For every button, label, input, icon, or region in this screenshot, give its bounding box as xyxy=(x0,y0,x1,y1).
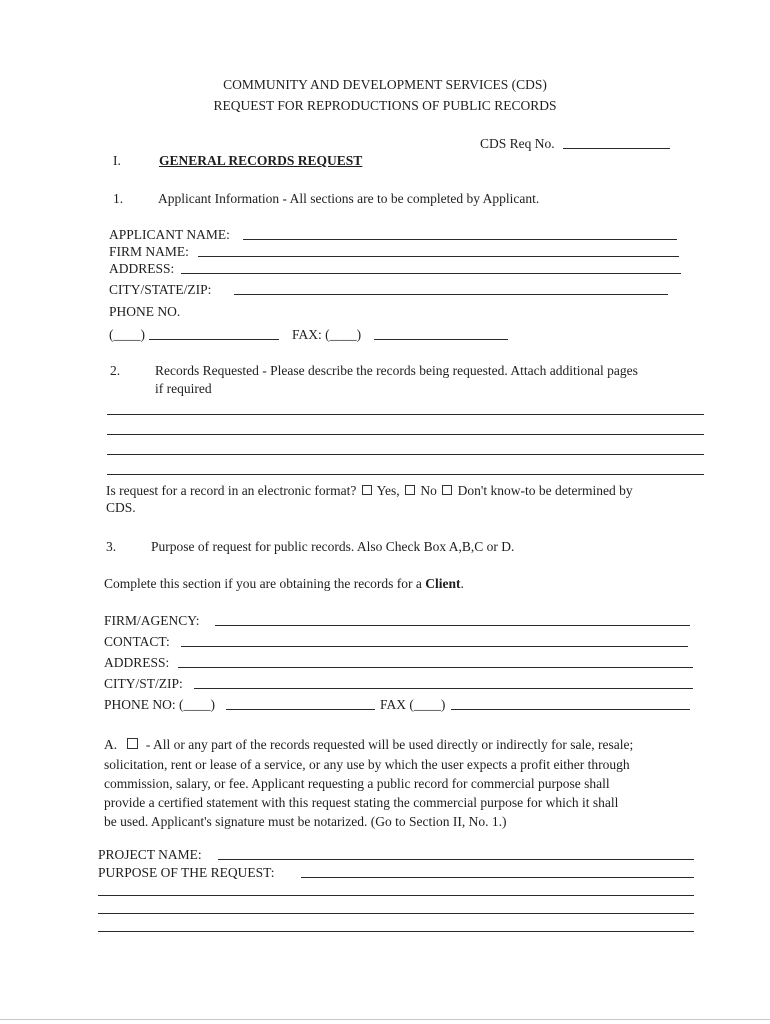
yes-label: Yes, xyxy=(376,483,400,498)
option-a-line4: provide a certified statement with this request stating the commercial purpose for which it shall xyxy=(104,795,619,810)
phone-label: PHONE NO. xyxy=(109,304,181,319)
client-fax-field[interactable] xyxy=(451,709,690,710)
contact-label: CONTACT: xyxy=(104,634,170,649)
form-title: REQUEST FOR REPRODUCTIONS OF PUBLIC RECORDS xyxy=(213,98,557,113)
yes-checkbox-icon[interactable] xyxy=(362,485,372,495)
client-fax-label: FAX (____) xyxy=(380,697,446,712)
client-address-label: ADDRESS: xyxy=(104,655,170,670)
item2-number: 2. xyxy=(110,363,121,378)
req-no-label: CDS Req No. xyxy=(480,136,555,151)
purpose-label: PURPOSE OF THE REQUEST: xyxy=(98,865,275,880)
firm-name-label: FIRM NAME: xyxy=(109,244,189,259)
dont-know-checkbox-icon[interactable] xyxy=(442,485,452,495)
item2-text-line1: Records Requested - Please describe the records being requested. Attach additional pages xyxy=(155,363,638,378)
firm-name-field[interactable] xyxy=(198,256,679,257)
fax-label: FAX: (____) xyxy=(292,327,362,342)
phone-area-code: (____) xyxy=(109,327,145,342)
records-description-line-1[interactable] xyxy=(107,414,704,415)
item1-text: Applicant Information - All sections are to be completed by Applicant. xyxy=(158,191,540,206)
option-a-line2: solicitation, rent or lease of a service, or any use by which the user expects a profit either through xyxy=(104,757,630,772)
project-name-field[interactable] xyxy=(218,859,694,860)
option-a-checkbox-icon[interactable] xyxy=(127,738,138,749)
project-name-label: PROJECT NAME: xyxy=(98,847,202,862)
purpose-field[interactable] xyxy=(301,877,694,878)
section-title: GENERAL RECORDS REQUEST xyxy=(159,153,363,168)
city-state-zip-field[interactable] xyxy=(234,294,668,295)
firm-agency-field[interactable] xyxy=(215,625,690,626)
page-bottom-divider xyxy=(0,1019,770,1020)
client-intro xyxy=(104,575,464,592)
applicant-name-label: APPLICANT NAME: xyxy=(109,227,230,242)
firm-agency-label: FIRM/AGENCY: xyxy=(104,613,200,628)
phone-field[interactable] xyxy=(149,339,279,340)
client-phone-field[interactable] xyxy=(226,709,375,710)
no-label: No xyxy=(420,483,437,498)
client-city-field[interactable] xyxy=(194,688,693,689)
electronic-question-text: Is request for a record in an electronic format? xyxy=(106,483,357,498)
client-intro-end: . xyxy=(460,576,464,591)
fax-field[interactable] xyxy=(374,339,508,340)
section-numeral: I. xyxy=(113,153,121,168)
item2-text-line2: if required xyxy=(155,381,212,396)
city-state-zip-label: CITY/STATE/ZIP: xyxy=(109,282,212,297)
address-label: ADDRESS: xyxy=(109,261,175,276)
electronic-format-question xyxy=(106,482,633,499)
electronic-format-line2: CDS. xyxy=(106,500,136,515)
client-intro-text: Complete this section if you are obtaining the records for a xyxy=(104,576,422,591)
option-a-line3: commission, salary, or fee. Applicant requesting a public record for commercial purpose shall xyxy=(104,776,610,791)
agency-title: COMMUNITY AND DEVELOPMENT SERVICES (CDS) xyxy=(223,77,547,92)
purpose-line-3[interactable] xyxy=(98,913,694,914)
item3-number: 3. xyxy=(106,539,117,554)
item1-number: 1. xyxy=(113,191,124,206)
applicant-name-field[interactable] xyxy=(243,239,677,240)
client-intro-bold: Client xyxy=(425,576,461,591)
records-description-line-4[interactable] xyxy=(107,474,704,475)
option-a-letter: A. xyxy=(104,737,118,752)
option-a-line5: be used. Applicant's signature must be notarized. (Go to Section II, No. 1.) xyxy=(104,814,507,829)
purpose-line-2[interactable] xyxy=(98,895,694,896)
contact-field[interactable] xyxy=(181,646,688,647)
no-checkbox-icon[interactable] xyxy=(405,485,415,495)
client-address-field[interactable] xyxy=(178,667,693,668)
client-phone-label: PHONE NO: (____) xyxy=(104,697,215,712)
client-city-label: CITY/ST/ZIP: xyxy=(104,676,183,691)
records-description-line-2[interactable] xyxy=(107,434,704,435)
option-a-line1 xyxy=(104,735,633,754)
address-field[interactable] xyxy=(181,273,681,274)
records-description-line-3[interactable] xyxy=(107,454,704,455)
purpose-line-4[interactable] xyxy=(98,931,694,932)
dont-know-label: Don't know-to be determined by xyxy=(457,483,633,498)
option-a-text-line1: - All or any part of the records requested will be used directly or indirectly for sale, resale; xyxy=(145,737,634,752)
req-no-field[interactable] xyxy=(563,148,670,149)
item3-text: Purpose of request for public records. Also Check Box A,B,C or D. xyxy=(151,539,515,554)
